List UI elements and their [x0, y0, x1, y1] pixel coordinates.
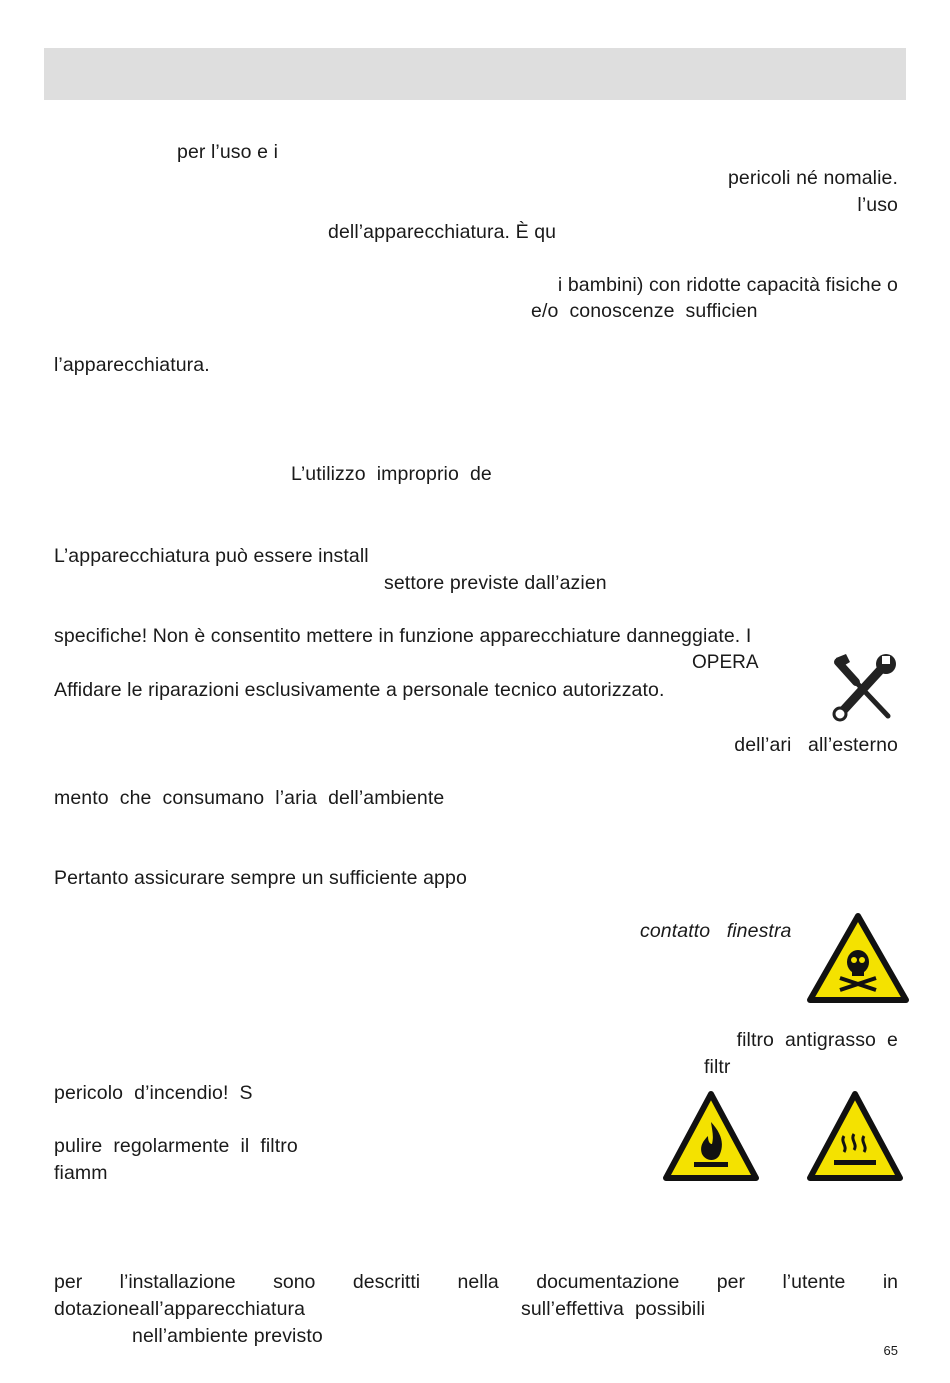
- text-line: e/o conoscenze sufficien: [531, 300, 758, 322]
- toxic-warning-icon: [806, 912, 910, 1004]
- text-line: specifiche! Non è consentito mettere in funzione apparecchiature danneggiate. I: [54, 625, 752, 647]
- text-line: settore previste dall’azien: [384, 572, 607, 594]
- text-line: dotazioneall’apparecchiatura: [54, 1298, 306, 1320]
- text-line: fiamm: [54, 1162, 108, 1184]
- text-line: nell’ambiente previsto: [132, 1325, 323, 1347]
- text-line: filtro antigrasso e: [736, 1029, 898, 1051]
- text-line: pericoli né nomalie.: [727, 167, 898, 189]
- text-line: l’apparecchiatura.: [54, 354, 210, 376]
- text-line: mento che consumano l’aria dell’ambiente: [54, 787, 445, 809]
- hot-surface-warning-icon: [806, 1088, 904, 1184]
- text-line: L’utilizzo improprio de: [291, 463, 492, 485]
- text-line: per l’uso e i: [177, 141, 279, 163]
- text-line: dell’apparecchiatura. È qu: [328, 221, 557, 243]
- flammable-warning-icon: [662, 1088, 760, 1184]
- text-line: sull’effettiva possibili: [521, 1298, 706, 1320]
- text-line: l’uso: [857, 194, 898, 216]
- header-bar: [44, 48, 906, 100]
- page-number: 65: [883, 1343, 898, 1358]
- text-line: Affidare le riparazioni esclusivamente a personale tecnico autorizzato.: [54, 679, 665, 701]
- text-line: OPERA: [692, 652, 759, 673]
- text-line: L’apparecchiatura può essere install: [54, 545, 369, 567]
- text-line: Pertanto assicurare sempre un sufficiente appo: [54, 867, 467, 889]
- text-line: dell’ari all’esterno: [734, 734, 898, 756]
- text-line: i bambini) con ridotte capacità fisiche o: [557, 274, 898, 296]
- text-line: per l’installazione sono descritti nella documentazione per l’utente in: [54, 1271, 898, 1293]
- tools-icon: [830, 652, 898, 724]
- text-line: filtr: [704, 1056, 731, 1078]
- text-line: contatto finestra: [640, 920, 792, 942]
- text-line: pulire regolarmente il filtro: [54, 1135, 298, 1157]
- text-line: pericolo d’incendio! S: [54, 1082, 253, 1104]
